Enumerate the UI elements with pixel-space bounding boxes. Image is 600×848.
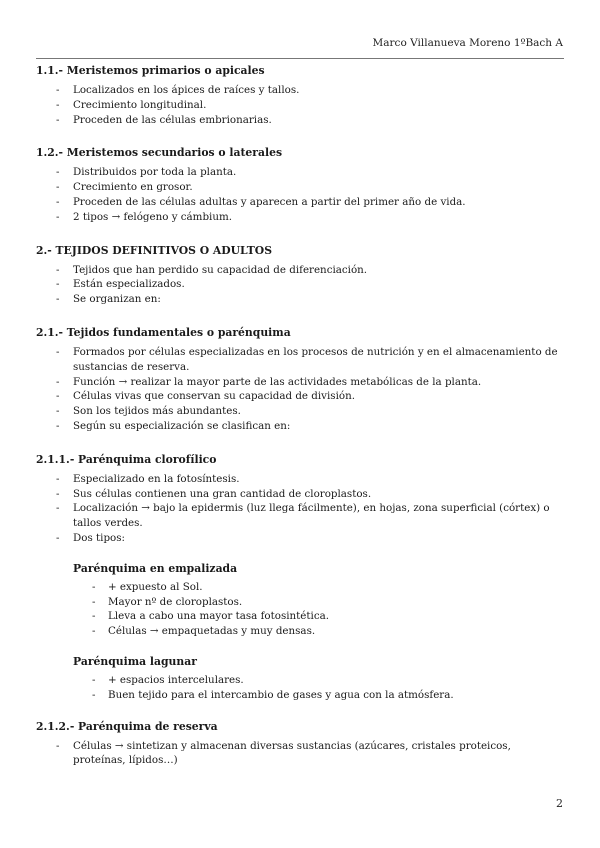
list-item: - Tejidos que han perdido su capacidad de diferenciación. (36, 263, 564, 278)
list-item: - Localización → bajo la epidermis (luz llega fácilmente), en hojas, zona superficial (córtex) o tallos verdes. (36, 501, 564, 531)
list-item: - Crecimiento en grosor. (36, 180, 564, 195)
list-item: - Son los tejidos más abundantes. (36, 404, 564, 419)
list-item: - Proceden de las células adultas y aparecen a partir del primer año de vida. (36, 195, 564, 210)
list-item: - Según su especialización se clasifican en: (36, 419, 564, 434)
bullet-list (36, 345, 564, 434)
subsection-heading: Parénquima en empalizada (73, 561, 238, 575)
header-divider (36, 58, 564, 59)
bullet-list (36, 472, 564, 546)
section-heading: 2.- TEJIDOS DEFINITIVOS O ADULTOS (36, 243, 272, 257)
list-item: - + expuesto al Sol. (36, 580, 564, 595)
list-item: - Están especializados. (36, 277, 564, 292)
list-item: - 2 tipos → felógeno y cámbium. (36, 210, 564, 225)
page-number: 2 (556, 797, 563, 810)
list-item: - Células vivas que conservan su capacidad de división. (36, 389, 564, 404)
section-heading: 2.1.- Tejidos fundamentales o parénquima (36, 325, 291, 339)
bullet-list (36, 739, 564, 769)
section-heading: 1.2.- Meristemos secundarios o laterales (36, 146, 283, 160)
list-item: - Distribuidos por toda la planta. (36, 165, 564, 180)
list-item: - Localizados en los ápices de raíces y tallos. (36, 83, 564, 98)
list-item: - Proceden de las células embrionarias. (36, 113, 564, 128)
list-item: - Buen tejido para el intercambio de gases y agua con la atmósfera. (36, 688, 564, 703)
list-item: - Lleva a cabo una mayor tasa fotosintética. (36, 609, 564, 624)
section-heading: 1.1.- Meristemos primarios o apicales (36, 64, 265, 77)
bullet-list (36, 263, 564, 307)
list-item: - Especializado en la fotosíntesis. (36, 472, 564, 487)
list-item: - Función → realizar la mayor parte de las actividades metabólicas de la planta. (36, 375, 564, 390)
list-item: - Mayor nº de cloroplastos. (36, 595, 564, 610)
list-item: - Crecimiento longitudinal. (36, 98, 564, 113)
section-heading: 2.1.1.- Parénquima clorofílico (36, 452, 217, 466)
list-item: - Células → sintetizan y almacenan diversas sustancias (azúcares, cristales proteicos, proteínas, lípidos…) (36, 739, 564, 769)
list-item: - + espacios intercelulares. (36, 673, 564, 688)
subsection-heading: Parénquima lagunar (73, 654, 197, 668)
bullet-list (36, 83, 564, 127)
section-heading: 2.1.2.- Parénquima de reserva (36, 719, 218, 733)
bullet-list (36, 165, 564, 224)
bullet-list (36, 673, 564, 703)
list-item: - Células → empaquetadas y muy densas. (36, 624, 564, 639)
document-body (36, 64, 564, 768)
bullet-list (36, 580, 564, 639)
page-header-author: Marco Villanueva Moreno 1ºBach A (372, 37, 563, 49)
list-item: - Se organizan en: (36, 292, 564, 307)
list-item: - Sus células contienen una gran cantidad de cloroplastos. (36, 487, 564, 502)
list-item: - Dos tipos: (36, 531, 564, 546)
list-item: - Formados por células especializadas en los procesos de nutrición y en el almacenamiento de sustancias de reserva. (36, 345, 564, 375)
